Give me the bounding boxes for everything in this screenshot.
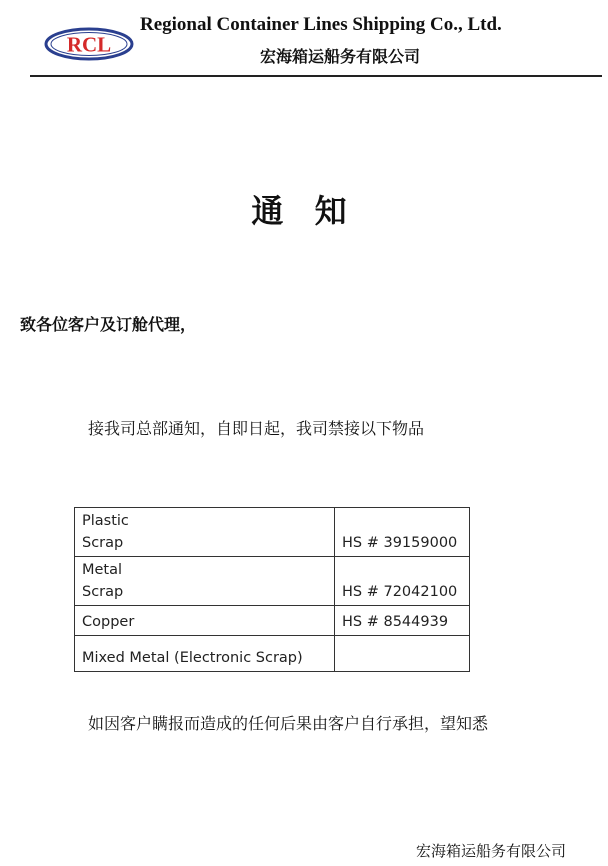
closing-paragraph: 如因客户瞒报而造成的任何后果由客户自行承担，望知悉 — [88, 714, 489, 733]
item-name-line2: Mixed Metal (Electronic Scrap) — [82, 650, 303, 666]
hs-code-cell: HS # 39159000 — [335, 508, 470, 557]
letterhead — [0, 0, 608, 80]
item-name-cell — [75, 508, 335, 557]
item-name-line1: Plastic — [82, 513, 129, 529]
hs-code-cell: HS # 72042100 — [335, 557, 470, 606]
item-name-cell — [75, 557, 335, 606]
rcl-logo — [44, 27, 134, 61]
item-name-line2: Scrap — [82, 535, 124, 551]
hs-code-cell: HS # 8544939 — [335, 606, 470, 636]
item-name-line1: Metal — [82, 562, 123, 578]
hs-code-cell — [335, 636, 470, 672]
table-row — [75, 606, 470, 636]
item-name-cell — [75, 636, 335, 672]
table-row — [75, 636, 470, 672]
table-row — [75, 557, 470, 606]
rcl-logo-icon — [44, 27, 134, 61]
table-row — [75, 508, 470, 557]
logo-text: RCL — [66, 32, 112, 57]
item-name-line2: Scrap — [82, 584, 124, 600]
notice-title: 通 知 — [251, 192, 357, 230]
signature: 宏海箱运船务有限公司 — [416, 842, 567, 860]
item-name-line2: Copper — [82, 614, 135, 630]
letterhead-divider — [30, 75, 602, 77]
intro-paragraph: 接我司总部通知，自即日起，我司禁接以下物品 — [88, 419, 425, 438]
item-name-cell — [75, 606, 335, 636]
prohibited-items-table — [74, 507, 470, 672]
salutation: 致各位客户及订舱代理， — [20, 315, 197, 334]
company-name-cn: 宏海箱运船务有限公司 — [259, 47, 420, 66]
company-name-en: Regional Container Lines Shipping Co., Ltd. — [140, 14, 502, 35]
